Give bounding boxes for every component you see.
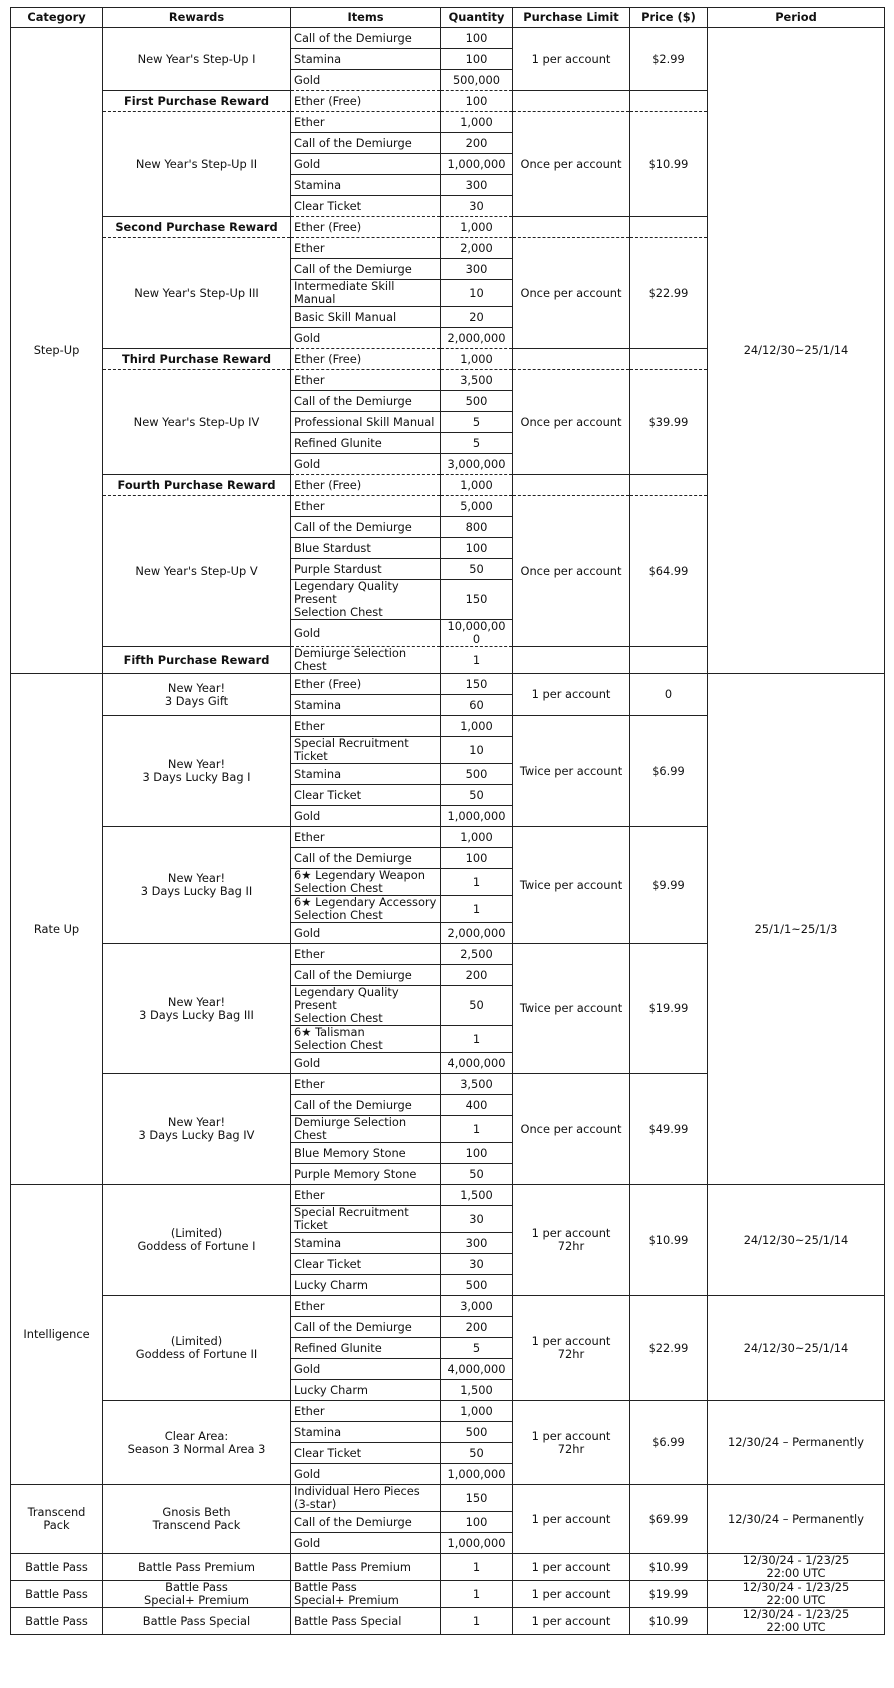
- table-body: [11, 28, 885, 1635]
- quantity-cell: 100: [441, 49, 513, 70]
- price-cell: $64.99: [630, 496, 708, 647]
- category-cell: Battle Pass: [11, 1554, 103, 1581]
- reward-name-cell: New Year's Step-Up III: [103, 238, 291, 349]
- category-cell: Battle Pass: [11, 1581, 103, 1608]
- reward-name-cell: New Year's Step-Up II: [103, 112, 291, 217]
- item-cell: Ether: [291, 944, 441, 965]
- table-row: [11, 28, 885, 49]
- item-cell: Gold: [291, 923, 441, 944]
- quantity-cell: 1: [441, 647, 513, 674]
- quantity-cell: 1,000,000: [441, 1533, 513, 1554]
- header-rewards: Rewards: [103, 8, 291, 28]
- reward-name-cell: Clear Area: Season 3 Normal Area 3: [103, 1401, 291, 1485]
- quantity-cell: 5: [441, 412, 513, 433]
- bonus-reward-cell: First Purchase Reward: [103, 91, 291, 112]
- quantity-cell: 500,000: [441, 70, 513, 91]
- item-cell: Legendary Quality Present Selection Chest: [291, 986, 441, 1026]
- header-items: Items: [291, 8, 441, 28]
- quantity-cell: 1,500: [441, 1380, 513, 1401]
- item-cell: Purple Stardust: [291, 559, 441, 580]
- header-category: Category: [11, 8, 103, 28]
- reward-name-cell: New Year's Step-Up I: [103, 28, 291, 91]
- quantity-cell: 1,000: [441, 827, 513, 848]
- item-cell: Clear Ticket: [291, 1443, 441, 1464]
- table-row: [11, 1581, 885, 1608]
- quantity-cell: 100: [441, 538, 513, 559]
- item-cell: Gold: [291, 1533, 441, 1554]
- purchase-limit-cell: [513, 349, 630, 370]
- quantity-cell: 50: [441, 1164, 513, 1185]
- reward-name-cell: New Year's Step-Up IV: [103, 370, 291, 475]
- reward-name-cell: New Year! 3 Days Lucky Bag III: [103, 944, 291, 1074]
- item-cell: Ether (Free): [291, 674, 441, 695]
- item-cell: Refined Glunite: [291, 1338, 441, 1359]
- quantity-cell: 3,500: [441, 370, 513, 391]
- item-cell: Ether: [291, 716, 441, 737]
- quantity-cell: 5,000: [441, 496, 513, 517]
- purchase-limit-cell: Once per account: [513, 496, 630, 647]
- quantity-cell: 5: [441, 1338, 513, 1359]
- reward-name-cell: New Year's Step-Up V: [103, 496, 291, 647]
- purchase-limit-cell: 1 per account 72hr: [513, 1401, 630, 1485]
- quantity-cell: 50: [441, 559, 513, 580]
- quantity-cell: 200: [441, 965, 513, 986]
- item-cell: Gold: [291, 806, 441, 827]
- purchase-limit-cell: 1 per account: [513, 1608, 630, 1635]
- item-cell: 6★ Legendary Accessory Selection Chest: [291, 896, 441, 923]
- period-cell: 12/30/24 - 1/23/25 22:00 UTC: [708, 1608, 885, 1635]
- quantity-cell: 3,500: [441, 1074, 513, 1095]
- quantity-cell: 300: [441, 175, 513, 196]
- price-cell: 0: [630, 674, 708, 716]
- quantity-cell: 1,000,000: [441, 1464, 513, 1485]
- purchase-limit-cell: 1 per account 72hr: [513, 1296, 630, 1401]
- price-cell: $6.99: [630, 1401, 708, 1485]
- quantity-cell: 1,000: [441, 112, 513, 133]
- quantity-cell: 100: [441, 848, 513, 869]
- purchase-limit-cell: Twice per account: [513, 716, 630, 827]
- item-cell: Ether: [291, 1074, 441, 1095]
- quantity-cell: 30: [441, 196, 513, 217]
- period-cell: 12/30/24 - 1/23/25 22:00 UTC: [708, 1581, 885, 1608]
- item-cell: Legendary Quality Present Selection Chest: [291, 580, 441, 620]
- item-cell: Battle Pass Premium: [291, 1554, 441, 1581]
- table-row: [11, 1554, 885, 1581]
- item-cell: Professional Skill Manual: [291, 412, 441, 433]
- purchase-limit-cell: [513, 217, 630, 238]
- quantity-cell: 1,500: [441, 1185, 513, 1206]
- quantity-cell: 10: [441, 280, 513, 307]
- item-cell: Ether: [291, 827, 441, 848]
- quantity-cell: 1,000: [441, 217, 513, 238]
- price-cell: $10.99: [630, 112, 708, 217]
- category-cell: Step-Up: [11, 28, 103, 674]
- price-cell: $49.99: [630, 1074, 708, 1185]
- item-cell: Lucky Charm: [291, 1380, 441, 1401]
- quantity-cell: 4,000,000: [441, 1053, 513, 1074]
- reward-name-cell: New Year! 3 Days Gift: [103, 674, 291, 716]
- item-cell: Stamina: [291, 1233, 441, 1254]
- item-cell: Call of the Demiurge: [291, 133, 441, 154]
- item-cell: Ether: [291, 112, 441, 133]
- item-cell: Stamina: [291, 49, 441, 70]
- purchase-limit-cell: 1 per account: [513, 1581, 630, 1608]
- header-price: Price ($): [630, 8, 708, 28]
- item-cell: Lucky Charm: [291, 1275, 441, 1296]
- quantity-cell: 2,000: [441, 238, 513, 259]
- quantity-cell: 2,000,000: [441, 923, 513, 944]
- price-cell: [630, 647, 708, 674]
- item-cell: Blue Memory Stone: [291, 1143, 441, 1164]
- category-cell: Battle Pass: [11, 1608, 103, 1635]
- purchase-limit-cell: [513, 91, 630, 112]
- quantity-cell: 100: [441, 91, 513, 112]
- item-cell: Gold: [291, 454, 441, 475]
- bonus-reward-cell: Fifth Purchase Reward: [103, 647, 291, 674]
- period-cell: 24/12/30~25/1/14: [708, 28, 885, 674]
- header-purchase-limit: Purchase Limit: [513, 8, 630, 28]
- quantity-cell: 800: [441, 517, 513, 538]
- table-row: [11, 1485, 885, 1512]
- quantity-cell: 500: [441, 764, 513, 785]
- quantity-cell: 20: [441, 307, 513, 328]
- item-cell: Ether: [291, 1185, 441, 1206]
- quantity-cell: 1: [441, 1581, 513, 1608]
- item-cell: Demiurge Selection Chest: [291, 647, 441, 674]
- purchase-limit-cell: 1 per account 72hr: [513, 1185, 630, 1296]
- quantity-cell: 1,000: [441, 1401, 513, 1422]
- item-cell: Individual Hero Pieces (3-star): [291, 1485, 441, 1512]
- shop-package-table: [10, 7, 885, 1635]
- purchase-limit-cell: Twice per account: [513, 944, 630, 1074]
- item-cell: Clear Ticket: [291, 196, 441, 217]
- purchase-limit-cell: Once per account: [513, 370, 630, 475]
- category-cell: Transcend Pack: [11, 1485, 103, 1554]
- price-cell: $10.99: [630, 1554, 708, 1581]
- price-cell: $22.99: [630, 238, 708, 349]
- quantity-cell: 100: [441, 1512, 513, 1533]
- quantity-cell: 100: [441, 28, 513, 49]
- item-cell: Ether: [291, 1401, 441, 1422]
- quantity-cell: 1,000: [441, 716, 513, 737]
- bonus-reward-cell: Third Purchase Reward: [103, 349, 291, 370]
- purchase-limit-cell: 1 per account: [513, 674, 630, 716]
- purchase-limit-cell: 1 per account: [513, 1554, 630, 1581]
- table-row: [11, 1185, 885, 1206]
- purchase-limit-cell: 1 per account: [513, 28, 630, 91]
- item-cell: Purple Memory Stone: [291, 1164, 441, 1185]
- quantity-cell: 1,000,000: [441, 806, 513, 827]
- reward-name-cell: Battle Pass Premium: [103, 1554, 291, 1581]
- quantity-cell: 30: [441, 1206, 513, 1233]
- price-cell: [630, 349, 708, 370]
- quantity-cell: 150: [441, 674, 513, 695]
- table-row: [11, 1401, 885, 1422]
- item-cell: Stamina: [291, 175, 441, 196]
- item-cell: Battle Pass Special: [291, 1608, 441, 1635]
- quantity-cell: 100: [441, 1143, 513, 1164]
- item-cell: Call of the Demiurge: [291, 28, 441, 49]
- quantity-cell: 1: [441, 1608, 513, 1635]
- item-cell: Special Recruitment Ticket: [291, 737, 441, 764]
- item-cell: Call of the Demiurge: [291, 1095, 441, 1116]
- quantity-cell: 3,000: [441, 1296, 513, 1317]
- quantity-cell: 1,000,000: [441, 154, 513, 175]
- reward-name-cell: (Limited) Goddess of Fortune II: [103, 1296, 291, 1401]
- item-cell: Gold: [291, 70, 441, 91]
- quantity-cell: 1: [441, 1026, 513, 1053]
- item-cell: Clear Ticket: [291, 785, 441, 806]
- quantity-cell: 1,000: [441, 475, 513, 496]
- period-cell: 24/12/30~25/1/14: [708, 1185, 885, 1296]
- quantity-cell: 500: [441, 1422, 513, 1443]
- item-cell: Call of the Demiurge: [291, 1512, 441, 1533]
- quantity-cell: 5: [441, 433, 513, 454]
- price-cell: $19.99: [630, 944, 708, 1074]
- period-cell: 25/1/1~25/1/3: [708, 674, 885, 1185]
- item-cell: Call of the Demiurge: [291, 848, 441, 869]
- item-cell: Gold: [291, 328, 441, 349]
- item-cell: Ether: [291, 496, 441, 517]
- item-cell: Blue Stardust: [291, 538, 441, 559]
- item-cell: Ether (Free): [291, 475, 441, 496]
- header-period: Period: [708, 8, 885, 28]
- price-cell: [630, 475, 708, 496]
- period-cell: 24/12/30~25/1/14: [708, 1296, 885, 1401]
- item-cell: Stamina: [291, 764, 441, 785]
- quantity-cell: 10,000,000: [441, 620, 513, 647]
- purchase-limit-cell: Once per account: [513, 1074, 630, 1185]
- price-cell: $10.99: [630, 1608, 708, 1635]
- quantity-cell: 10: [441, 737, 513, 764]
- item-cell: Gold: [291, 154, 441, 175]
- reward-name-cell: Gnosis Beth Transcend Pack: [103, 1485, 291, 1554]
- bonus-reward-cell: Fourth Purchase Reward: [103, 475, 291, 496]
- item-cell: Clear Ticket: [291, 1254, 441, 1275]
- quantity-cell: 500: [441, 1275, 513, 1296]
- item-cell: Basic Skill Manual: [291, 307, 441, 328]
- quantity-cell: 1: [441, 896, 513, 923]
- reward-name-cell: New Year! 3 Days Lucky Bag IV: [103, 1074, 291, 1185]
- period-cell: 12/30/24 - 1/23/25 22:00 UTC: [708, 1554, 885, 1581]
- category-cell: Rate Up: [11, 674, 103, 1185]
- quantity-cell: 300: [441, 1233, 513, 1254]
- purchase-limit-cell: Once per account: [513, 238, 630, 349]
- price-cell: [630, 91, 708, 112]
- quantity-cell: 300: [441, 259, 513, 280]
- price-cell: $19.99: [630, 1581, 708, 1608]
- bonus-reward-cell: Second Purchase Reward: [103, 217, 291, 238]
- reward-name-cell: Battle Pass Special+ Premium: [103, 1581, 291, 1608]
- price-cell: $22.99: [630, 1296, 708, 1401]
- purchase-limit-cell: [513, 475, 630, 496]
- item-cell: Demiurge Selection Chest: [291, 1116, 441, 1143]
- item-cell: Call of the Demiurge: [291, 517, 441, 538]
- quantity-cell: 50: [441, 785, 513, 806]
- item-cell: Intermediate Skill Manual: [291, 280, 441, 307]
- item-cell: Ether (Free): [291, 217, 441, 238]
- quantity-cell: 1: [441, 1554, 513, 1581]
- item-cell: Ether (Free): [291, 91, 441, 112]
- quantity-cell: 3,000,000: [441, 454, 513, 475]
- purchase-limit-cell: Once per account: [513, 112, 630, 217]
- purchase-limit-cell: Twice per account: [513, 827, 630, 944]
- item-cell: Special Recruitment Ticket: [291, 1206, 441, 1233]
- reward-name-cell: New Year! 3 Days Lucky Bag II: [103, 827, 291, 944]
- reward-name-cell: (Limited) Goddess of Fortune I: [103, 1185, 291, 1296]
- quantity-cell: 500: [441, 391, 513, 412]
- item-cell: 6★ Legendary Weapon Selection Chest: [291, 869, 441, 896]
- price-cell: $10.99: [630, 1185, 708, 1296]
- price-cell: $2.99: [630, 28, 708, 91]
- price-cell: $69.99: [630, 1485, 708, 1554]
- price-cell: $9.99: [630, 827, 708, 944]
- item-cell: Gold: [291, 1359, 441, 1380]
- table-row: [11, 674, 885, 695]
- shop-package-table-wrapper: [10, 7, 885, 1635]
- item-cell: Ether: [291, 238, 441, 259]
- quantity-cell: 1: [441, 869, 513, 896]
- reward-name-cell: Battle Pass Special: [103, 1608, 291, 1635]
- item-cell: Refined Glunite: [291, 433, 441, 454]
- quantity-cell: 200: [441, 133, 513, 154]
- quantity-cell: 1,000: [441, 349, 513, 370]
- price-cell: $6.99: [630, 716, 708, 827]
- period-cell: 12/30/24 – Permanently: [708, 1401, 885, 1485]
- quantity-cell: 400: [441, 1095, 513, 1116]
- quantity-cell: 50: [441, 986, 513, 1026]
- item-cell: Call of the Demiurge: [291, 391, 441, 412]
- quantity-cell: 2,500: [441, 944, 513, 965]
- quantity-cell: 150: [441, 1485, 513, 1512]
- header-row: [11, 8, 885, 28]
- item-cell: Battle Pass Special+ Premium: [291, 1581, 441, 1608]
- item-cell: Ether (Free): [291, 349, 441, 370]
- price-cell: [630, 217, 708, 238]
- quantity-cell: 150: [441, 580, 513, 620]
- item-cell: 6★ Talisman Selection Chest: [291, 1026, 441, 1053]
- item-cell: Gold: [291, 1464, 441, 1485]
- item-cell: Stamina: [291, 695, 441, 716]
- item-cell: Ether: [291, 370, 441, 391]
- quantity-cell: 2,000,000: [441, 328, 513, 349]
- table-row: [11, 1296, 885, 1317]
- quantity-cell: 60: [441, 695, 513, 716]
- item-cell: Gold: [291, 620, 441, 647]
- item-cell: Call of the Demiurge: [291, 1317, 441, 1338]
- item-cell: Gold: [291, 1053, 441, 1074]
- table-row: [11, 1608, 885, 1635]
- purchase-limit-cell: 1 per account: [513, 1485, 630, 1554]
- item-cell: Call of the Demiurge: [291, 259, 441, 280]
- quantity-cell: 4,000,000: [441, 1359, 513, 1380]
- item-cell: Call of the Demiurge: [291, 965, 441, 986]
- quantity-cell: 200: [441, 1317, 513, 1338]
- quantity-cell: 30: [441, 1254, 513, 1275]
- period-cell: 12/30/24 – Permanently: [708, 1485, 885, 1554]
- price-cell: $39.99: [630, 370, 708, 475]
- item-cell: Ether: [291, 1296, 441, 1317]
- header-quantity: Quantity: [441, 8, 513, 28]
- category-cell: Intelligence: [11, 1185, 103, 1485]
- item-cell: Stamina: [291, 1422, 441, 1443]
- purchase-limit-cell: [513, 647, 630, 674]
- quantity-cell: 50: [441, 1443, 513, 1464]
- quantity-cell: 1: [441, 1116, 513, 1143]
- reward-name-cell: New Year! 3 Days Lucky Bag I: [103, 716, 291, 827]
